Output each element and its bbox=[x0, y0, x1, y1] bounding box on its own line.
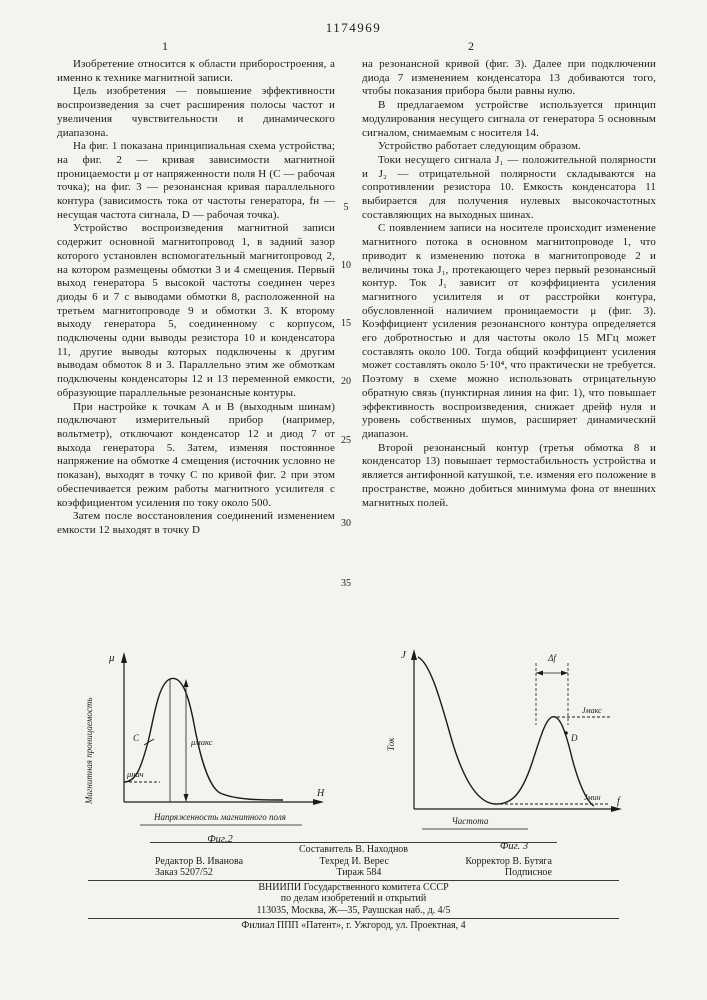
order-number: Заказ 5207/52 bbox=[155, 867, 213, 879]
fig2-y-arrow-icon bbox=[121, 652, 127, 663]
paragraph: Затем после восстановления соединений изменением емкости 12 выходят в точку D bbox=[57, 510, 335, 536]
editor-credit: Редактор В. Иванова bbox=[155, 855, 244, 867]
fig3-point-d-marker bbox=[564, 731, 568, 735]
techred-credit: Техред И. Верес bbox=[319, 855, 389, 867]
fig3-xlabel: Частота bbox=[451, 816, 489, 826]
line-number: 20 bbox=[341, 376, 351, 387]
fig3-delta-f-arrow-left-icon bbox=[536, 671, 543, 676]
footer-rule bbox=[150, 842, 557, 843]
fig3-delta-f-arrow-right-icon bbox=[561, 671, 568, 676]
paragraph: На фиг. 1 показана принципиальная схема устройства; на фиг. 2 — кривая зависимости магнитной проницаемости μ от напряженности поля Н (С — рабочая точка); на фиг. 3 — резонансная кривая параллельного контура (зависимость тока от частоты генератора, fн — несущая частота сигнала, D — рабочая точка). bbox=[57, 140, 335, 221]
paragraph: Изобретение относится к области приборостроения, а именно к технике магнитной записи. bbox=[57, 58, 335, 84]
fig3-j-symbol: J bbox=[401, 649, 406, 661]
branch-line: Филиал ППП «Патент», г. Ужгород, ул. Проектная, 4 bbox=[241, 919, 466, 931]
paragraph: Второй резонансный контур (третья обмотка 8 и конденсатор 13) повышает термостабильность устройства и является антифонной катушкой, т.е. изменяя его положение в пространстве, можно добиться минимума фона от внешних магнитных полей. bbox=[362, 441, 656, 509]
fig2-point-c-label: C bbox=[133, 733, 140, 743]
fig3-f-symbol: f bbox=[617, 796, 620, 807]
paragraph: Устройство воспроизведения магнитной записи содержит основной магнитопровод 1, в задний зазор которого установлен вспомогательный магнитопровод 2, на котором размещены обмотки 3 и 4 смещения. Первый выход генератора 5 высокой частоты соединен через диоды 6 и 7 с выводами обмотки 8, расположенной на третьем магнитопроводе 9 и обмотки 3. К второму выходу генератора 5, соединенному с корпусом, подключены одни выводы резистора 10 и конденсатора 11, другие выводы которых подключены к другим выводам обмоток 8 и 3. Параллельно этим же обмоткам подключены конденсаторы 12 и 13 переменной емкости, образующие параллельные резонансные контуры. bbox=[57, 222, 335, 399]
org-line-1: ВНИИПИ Государственного комитета СССР bbox=[258, 881, 449, 893]
fig3-caption: Фиг. 3 bbox=[499, 841, 529, 852]
line-number: 30 bbox=[341, 518, 351, 529]
fig3-y-arrow-icon bbox=[411, 649, 417, 660]
fig3-point-d-label: D bbox=[571, 733, 578, 743]
compiler-line: Составитель В. Находнов bbox=[298, 844, 409, 855]
fig2-mu-nach-label: μнач bbox=[127, 769, 144, 779]
fig2-mu-symbol: μ bbox=[109, 652, 115, 664]
line-number: 15 bbox=[341, 318, 351, 329]
fig2-plot bbox=[78, 646, 338, 848]
line-number: 5 bbox=[343, 202, 349, 213]
paragraph: Токи несущего сигнала J₁ — положительной полярности и J₂ — отрицательной полярности складываются на сопротивлении резистора 10. Емкость конденсатора 11 выбирается для получения нулевых высокочастотных составляющих на выходных шинах. bbox=[362, 153, 656, 221]
left-column bbox=[57, 58, 335, 538]
column-number-right: 2 bbox=[468, 39, 474, 53]
fig3-plot bbox=[378, 643, 638, 857]
staff-row bbox=[155, 856, 552, 868]
fig2-mu-max-label: μмакс bbox=[191, 737, 213, 747]
figure-3 bbox=[378, 643, 638, 862]
line-number: 25 bbox=[341, 435, 351, 446]
fig3-curve bbox=[418, 657, 594, 806]
print-run: Тираж 584 bbox=[336, 867, 382, 879]
line-number: 10 bbox=[341, 260, 351, 271]
fig2-h-symbol: Н bbox=[317, 788, 325, 799]
paragraph: на резонансной кривой (фиг. 3). Далее при подключении диода 7 изменением конденсатора 13 добиваются того, чтобы показания прибора были равны нулю. bbox=[362, 58, 656, 98]
fig2-xlabel: Напряженность магнитного поля bbox=[154, 812, 286, 822]
fig2-caption: Фиг.2 bbox=[207, 834, 233, 845]
fig2-dim-arrow-up-icon bbox=[184, 679, 189, 687]
paragraph: С появлением записи на носителе происходит изменение магнитного потока в основном магнитопроводе 1, что приводит к изменению потока в магнитопроводе 2 и величины тока J₁, протекающего через первый резонансный контур. Ток J₁ зависит от коэффициента усиления магнитного усилителя и от расстройки контура, обусловленной наличием проницаемости μ (фиг. 3). Коэффициент усиления резонансного контура определяется его добротностью и для частоты около 15 МГц может составлять около 100. Тогда общий коэффициент усиления может составлять около 5·10⁴, что практически не требуется. Поэтому в схеме можно использовать отрицательную обратную связь (пунктирная линия на фиг. 1), что повышает эффективность воспроизведения, снижает дрейф нуля и уровень собственных шумов, расширяет динамический диапазон. bbox=[362, 222, 656, 440]
fig3-delta-f-label: Δf bbox=[548, 653, 556, 663]
line-number: 35 bbox=[341, 578, 351, 589]
footer-rule bbox=[88, 918, 619, 919]
column-number-left: 1 bbox=[162, 39, 168, 53]
org-address: 113035, Москва, Ж—35, Раушская наб., д. 4/5 bbox=[256, 904, 451, 916]
fig3-ylabel: Ток bbox=[386, 737, 396, 751]
paragraph: Устройство работает следующим образом. bbox=[378, 140, 581, 153]
paragraph: Цель изобретения — повышение эффективности воспроизведения за счет расширения полосы частот и увеличения чувствительности и динамического диапазона. bbox=[57, 85, 335, 139]
footer-rule bbox=[88, 880, 619, 881]
paragraph: При настройке к точкам А и В (выходным шинам) подключают измерительный прибор (например, вольтметр), отключают конденсатор 12 и диод 7 от выхода генератора 5. Затем, изменяя постоянное напряжение на обмотке 4 смещения (источник условно не показан), выходят в точку С по кривой фиг. 2 при этом обеспечивается режим работы магнитного усилителя с коэффициентом усиления по току около 500. bbox=[57, 400, 335, 509]
imprint-footer bbox=[0, 841, 707, 931]
subscription-note: Подписное bbox=[504, 867, 552, 879]
org-line-2: по делам изобретений и открытий bbox=[280, 893, 427, 905]
fig2-dim-arrow-down-icon bbox=[184, 794, 189, 802]
fig3-j-max-label: Jмакс bbox=[582, 706, 602, 715]
corrector-credit: Корректор В. Бутяга bbox=[465, 855, 552, 867]
patent-number: 1174969 bbox=[325, 20, 382, 35]
paragraph: В предлагаемом устройстве используется принцип модулирования несущего сигнала от генератора 5 основным сигналом, снимаемым с носителя 14. bbox=[362, 99, 656, 139]
right-column bbox=[362, 58, 656, 510]
figure-2 bbox=[78, 646, 338, 853]
fig2-ylabel: Магнитная проницаемость bbox=[84, 697, 94, 804]
order-row bbox=[155, 867, 552, 879]
fig3-j-min-label: Jмин bbox=[584, 793, 601, 802]
fig2-x-arrow-icon bbox=[313, 799, 324, 805]
